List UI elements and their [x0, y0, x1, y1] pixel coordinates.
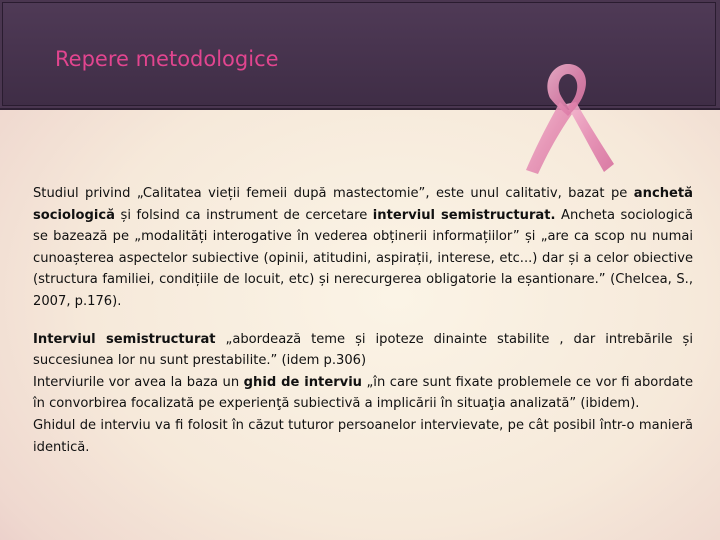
paragraph-usage: Ghidul de interviu va fi folosit în căzut tuturor persoanelor intervievate, pe cât posibil într-o manieră identică.	[33, 417, 693, 455]
paragraph-semistructured: Interviul semistructurat „abordează teme și ipoteze dinainte stabilite , dar intrebările și succesiunea lor nu sunt prestabilite.” (idem p.306)	[33, 331, 693, 369]
emphasis-survey: anchetă sociologică	[33, 186, 693, 223]
emphasis-semistructured: Interviul semistructurat	[33, 331, 216, 347]
paragraph-guide: Interviurile vor avea la baza un ghid de interviu „în care sunt fixate problemele ce vor fi abordate în convorbirea focalizată pe experienţă subiectivă a implicării în situaţia analizată” (ibidem).	[33, 374, 693, 412]
slide-body	[33, 183, 693, 458]
emphasis-guide: ghid de interviu	[243, 374, 363, 390]
pink-ribbon-icon	[520, 58, 616, 176]
emphasis-interview: interviul semistructurat.	[372, 207, 556, 223]
slide-title: Repere metodologice	[55, 47, 279, 71]
paragraph-study: Studiul privind „Calitatea vieții femeii după mastectomie”, este unul calitativ, bazat pe anchetă sociologică și folsind ca instrument de cercetare interviul semistructurat. Ancheta sociologică se bazează pe „modalități interogative în vederea obținerii informațiilor” și „are ca scop nu numai cunoașterea aspectelor subiective (opinii, atitudini, aspirații, interese, etc...) dar și a celor obiective (structura familiei, condițiile de locuit, etc) și nerecurgerea obligatorie la eșantionare.” (Chelcea, S., 2007, p.176).	[33, 186, 693, 309]
